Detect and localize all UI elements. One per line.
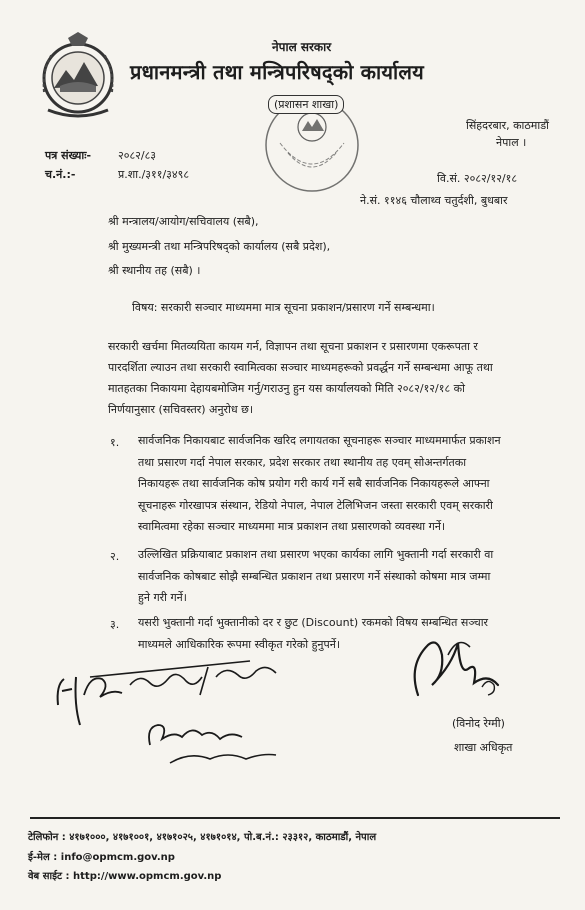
dispatch-number-value: प्र.शा./३११/३४९८ bbox=[118, 168, 190, 181]
footer-divider bbox=[30, 817, 560, 819]
footer-website: वेब साईट : http://www.opmcm.gov.np bbox=[28, 871, 222, 882]
directive-item bbox=[138, 430, 530, 538]
item-number: ३. bbox=[110, 618, 120, 631]
signer-name: (विनोद रेग्मी) bbox=[452, 717, 505, 730]
item-number: २. bbox=[110, 550, 120, 563]
intro-line: पारदर्शिता ल्याउन तथा सरकारी स्वामित्वका सञ्चार माध्यमहरूको प्रवर्द्धन गर्ने सम्बन्धमा आफू तथा bbox=[108, 361, 493, 374]
item-line: माध्यमले आधिकारिक रूपमा स्वीकृत गरेको हुनुपर्ने। bbox=[138, 637, 341, 651]
letter-number-value: २०८२/८३ bbox=[118, 149, 157, 162]
item-line: उल्लिखित प्रक्रियाबाट प्रकाशन तथा प्रसारण भएका कार्यका लागि भुक्तानी गर्दा सरकारी वा bbox=[138, 548, 494, 561]
handwritten-signature-icon bbox=[398, 625, 508, 720]
item-line: यसरी भुक्तानी गर्दा भुक्तानीको दर र छुट (Discount) रकमको विषय सम्बन्धित सञ्चार bbox=[138, 616, 489, 629]
item-line: सार्वजनिक कोषबाट सोझै सम्बन्धित प्रकाशन तथा प्रसारण गर्ने संस्थाको कोषमा मात्र जम्मा bbox=[138, 569, 491, 583]
footer-contact: टेलिफोन : ४१७१०००, ४१७१००१, ४१७१०२५, ४१७१०१४, पो.ब.नं.: २३३१२, काठमाडौं, नेपाल bbox=[28, 832, 377, 843]
addressee-line: श्री मुख्यमन्त्री तथा मन्त्रिपरिषद्को कार्यालय (सबै प्रदेश), bbox=[108, 240, 331, 253]
signer-title: शाखा अधिकृत bbox=[454, 741, 513, 754]
date-nepal-sambat: ने.सं. ११४६ चौलाथ्व चतुर्दशी, बुधबार bbox=[360, 194, 508, 207]
nepal-emblem-icon bbox=[38, 30, 118, 122]
office-country: नेपाल । bbox=[496, 136, 527, 149]
letter-number-label: पत्र संख्याः- bbox=[45, 149, 92, 162]
intro-paragraph bbox=[108, 336, 526, 420]
date-bikram-sambat: वि.सं. २०८२/१२/१८ bbox=[437, 172, 518, 185]
addressee-line: श्री मन्त्रालय/आयोग/सचिवालय (सबै), bbox=[108, 215, 259, 228]
item-line: सूचनाहरू गोरखापत्र संस्थान, रेडियो नेपाल, नेपाल टेलिभिजन जस्ता सरकारी एवम् सरकारी bbox=[138, 498, 493, 512]
office-name: प्रधानमन्त्री तथा मन्त्रिपरिषद्को कार्यालय bbox=[130, 60, 424, 84]
item-line: हुने गरी गर्ने। bbox=[138, 591, 187, 604]
branch-name: (प्रशासन शाखा) bbox=[268, 95, 344, 114]
item-line: स्वामित्वमा रहेका सञ्चार माध्यममा मात्र प्रकाशन तथा प्रसारणको व्यवस्था गर्ने। bbox=[138, 520, 446, 533]
subject-line: विषय: सरकारी सञ्चार माध्यममा मात्र सूचना प्रकाशन/प्रसारण गर्ने सम्बन्धमा। bbox=[132, 301, 435, 314]
intro-line: मातहतका निकायमा देहायबमोजिम गर्नु/गराउनु हुन यस कार्यालयको मिति २०८२/१२/१८ को bbox=[108, 382, 465, 395]
addressee-line: श्री स्थानीय तह (सबै) । bbox=[108, 264, 201, 277]
government-name: नेपाल सरकार bbox=[272, 40, 332, 54]
intro-line: निर्णयानुसार (सचिवस्तर) अनुरोध छ। bbox=[108, 403, 254, 416]
office-location: सिंहदरबार, काठमाडौं bbox=[466, 119, 549, 132]
item-line: सार्वजनिक निकायबाट सार्वजनिक खरिद लगायतका सूचनाहरू सञ्चार माध्यममार्फत प्रकाशन bbox=[138, 434, 501, 447]
item-number: १. bbox=[110, 436, 120, 449]
item-line: निकायहरू तथा सार्वजनिक कोष प्रयोग गरी कार्य गर्ने सबै सार्वजनिक निकायहरूले आफ्ना bbox=[138, 477, 490, 490]
directive-item bbox=[138, 544, 530, 609]
item-line: तथा प्रसारण गर्दा नेपाल सरकार, प्रदेश सरकार तथा स्थानीय तह एवम् सोअन्तर्गतका bbox=[138, 455, 467, 469]
footer-email: ई-मेल : info@opmcm.gov.np bbox=[28, 852, 175, 863]
handwritten-note-icon bbox=[50, 655, 310, 785]
dispatch-number-label: च.नं.:- bbox=[45, 168, 76, 181]
intro-line: सरकारी खर्चमा मितव्ययिता कायम गर्न, विज्ञापन तथा सूचना प्रकाशन र प्रसारणमा एकरूपता र bbox=[108, 340, 478, 353]
